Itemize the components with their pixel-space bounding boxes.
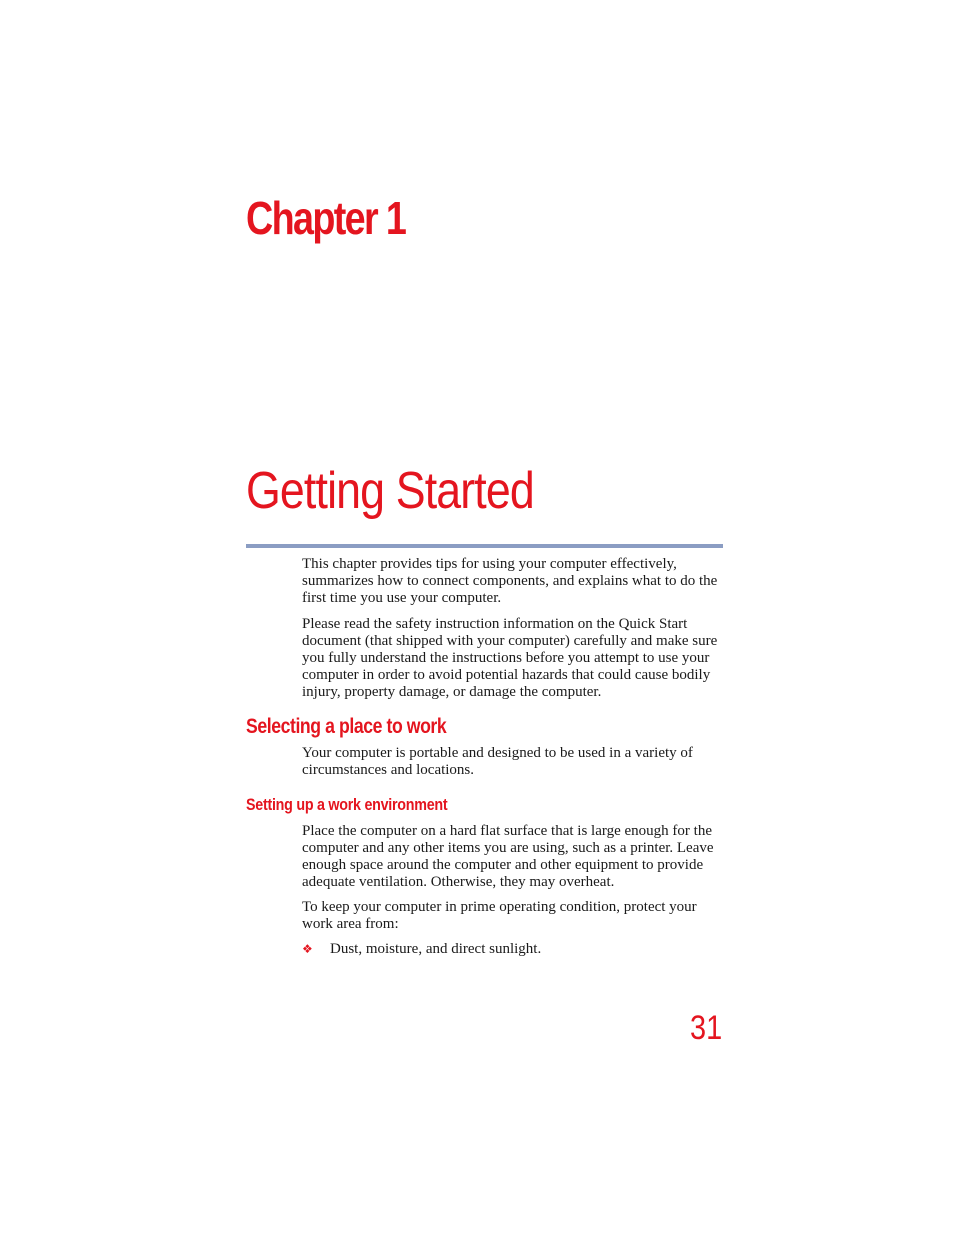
intro-paragraph-2: Please read the safety instruction information on the Quick Start document (that shipped with your computer) carefully and make sure you fully understand the instructions before you attempt to use your computer in order to avoid potential hazards that could cause bodily injury, property damage, or damage the computer. xyxy=(302,616,718,700)
diamond-bullet-icon: ❖ xyxy=(302,942,313,956)
subsection-heading-work-environment: Setting up a work environment xyxy=(246,795,448,814)
list-item-text: Dust, moisture, and direct sunlight. xyxy=(330,941,542,957)
section2-paragraph-1: Place the computer on a hard flat surface that is large enough for the computer and any other items you are using, such as a printer. Leave enough space around the computer and other equipment to provide adequate ventilation. Otherwise, they may overheat. xyxy=(302,823,714,890)
chapter-label: Chapter 1 xyxy=(246,192,406,244)
section1-paragraph-1: Your computer is portable and designed to be used in a variety of circumstances and locations. xyxy=(302,745,693,778)
chapter-title: Getting Started xyxy=(246,462,534,520)
section-heading-selecting-place: Selecting a place to work xyxy=(246,715,447,738)
page-number: 31 xyxy=(690,1009,723,1047)
title-divider xyxy=(246,544,723,548)
list-item xyxy=(302,941,727,958)
intro-paragraph-1: This chapter provides tips for using your computer effectively, summarizes how to connect components, and explains what to do the first time you use your computer. xyxy=(302,556,718,606)
section2-paragraph-2: To keep your computer in prime operating condition, protect your work area from: xyxy=(302,899,697,932)
